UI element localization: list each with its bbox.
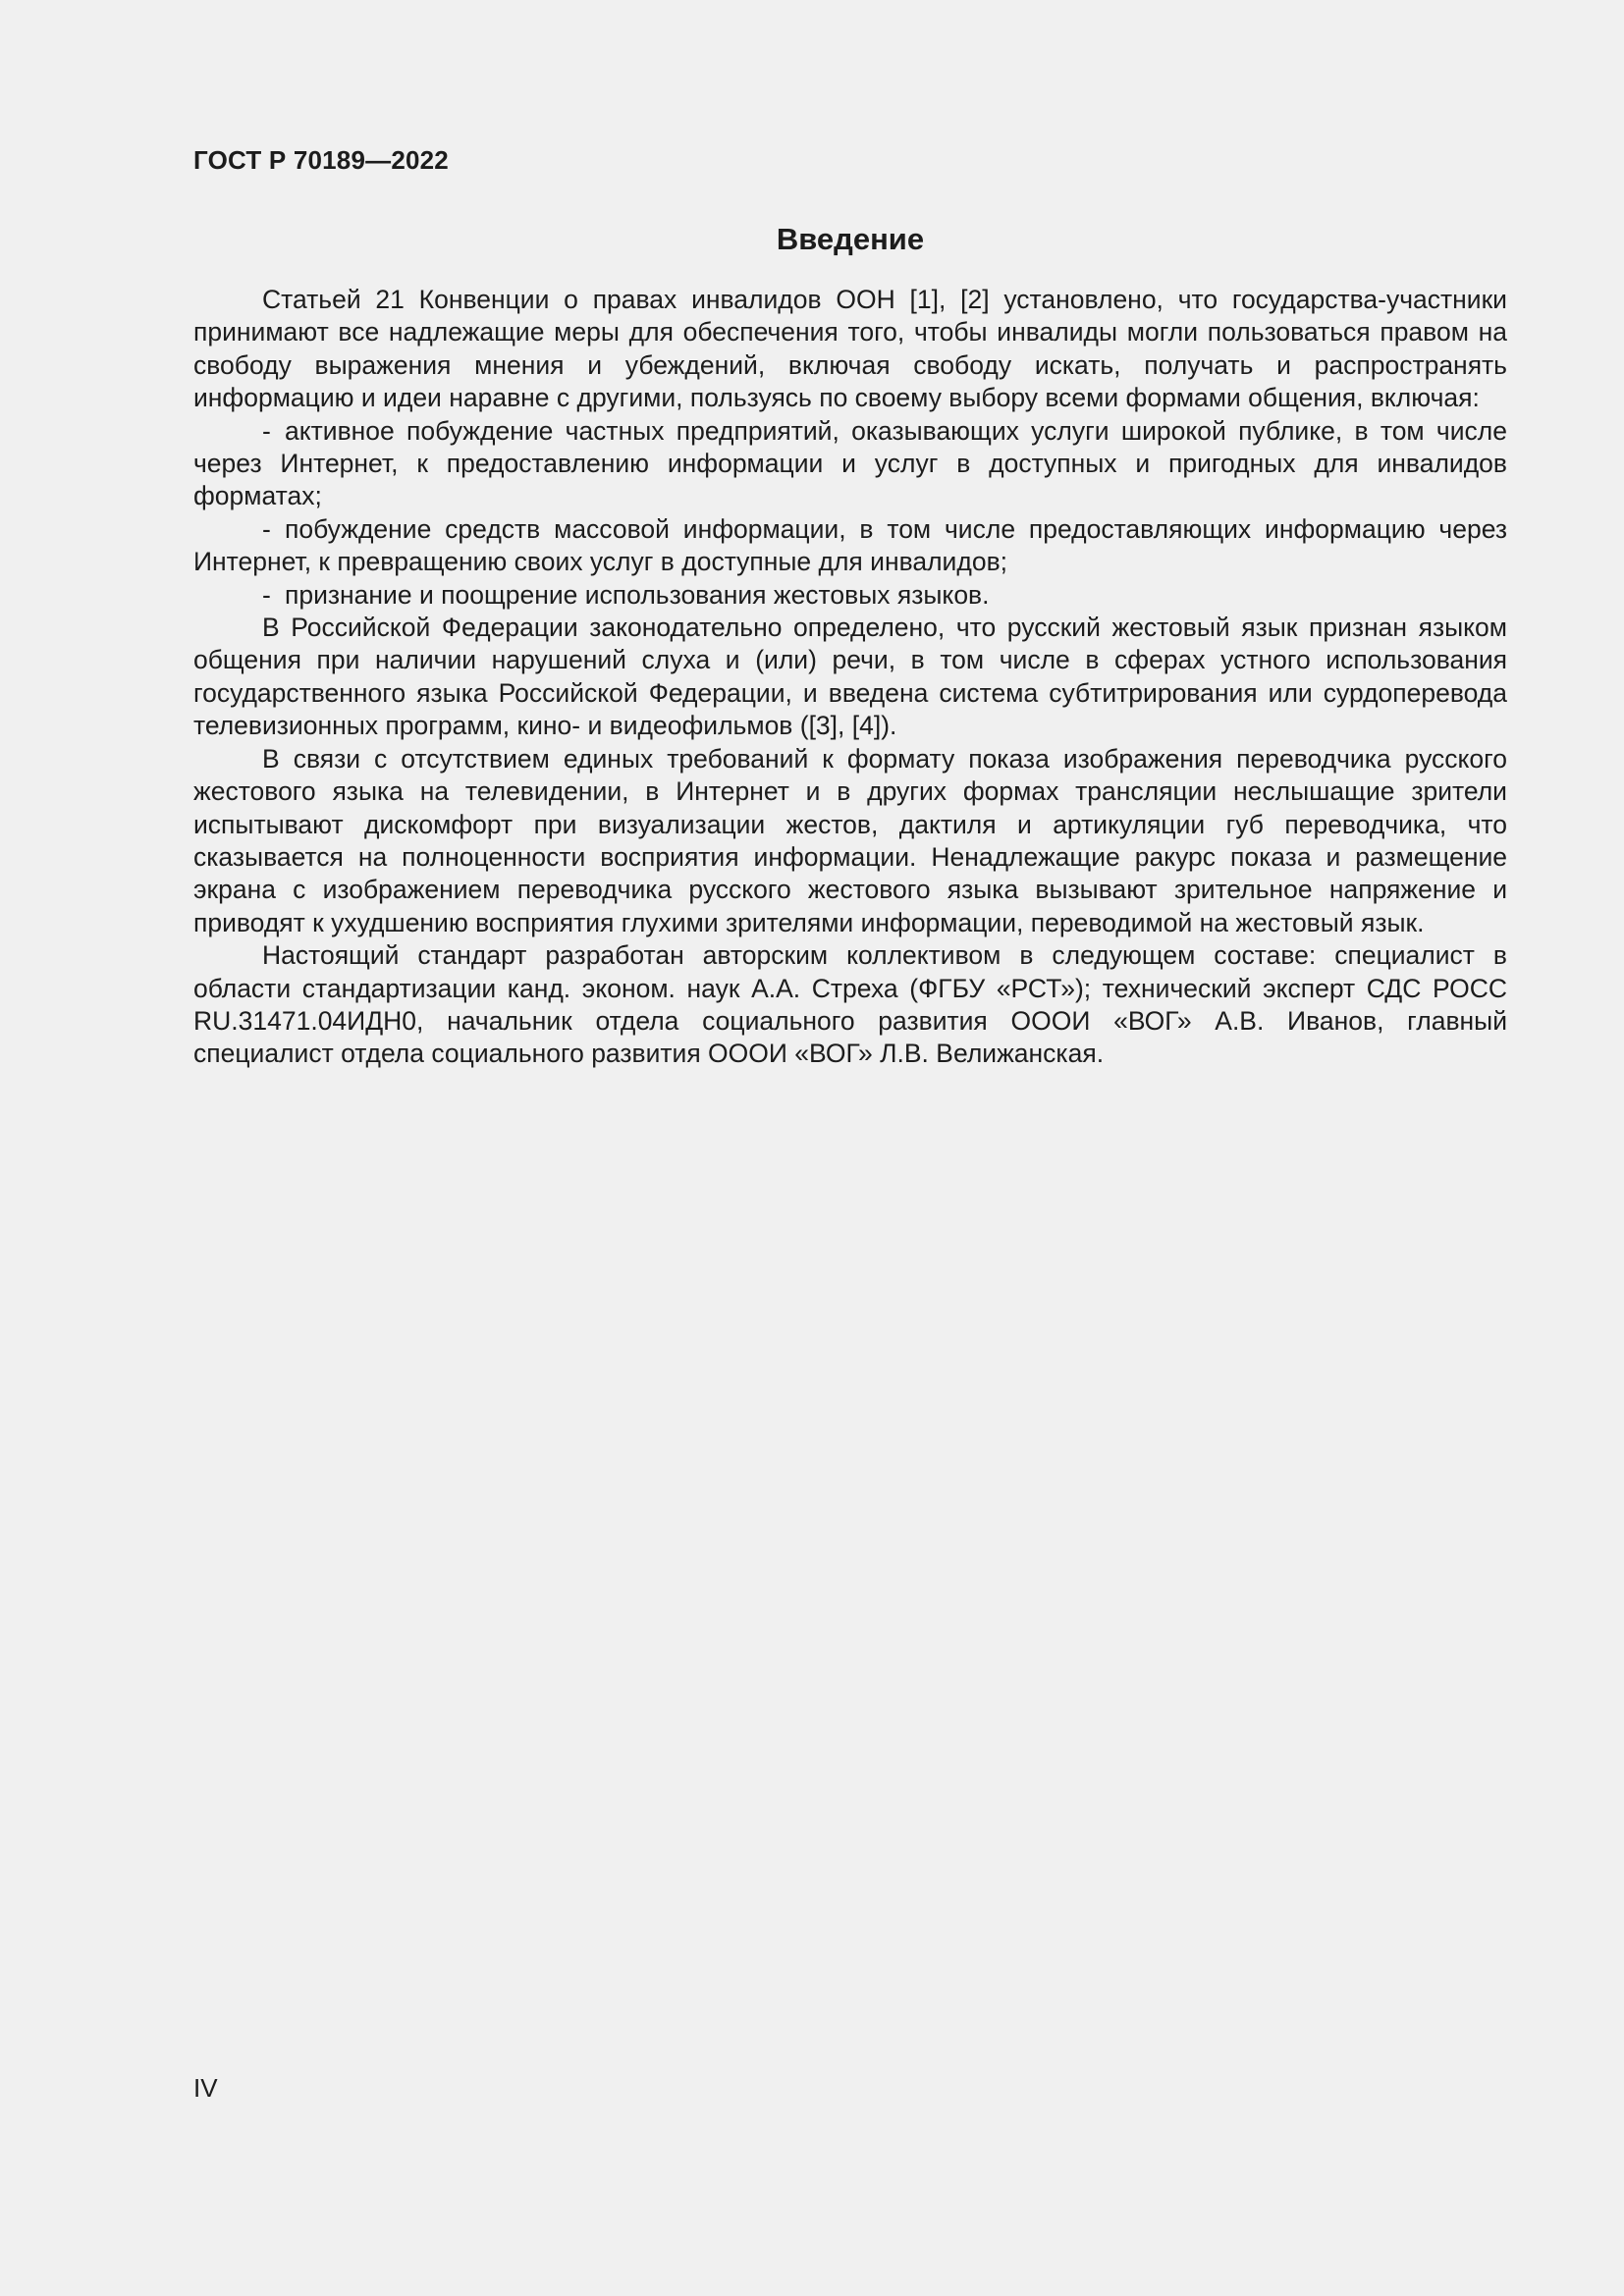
- document-header: ГОСТ Р 70189—2022: [193, 145, 449, 175]
- paragraph-intro: Статьей 21 Конвенции о правах инвалидов ООН [1], [2] установлено, что государства-участники принимают все надлежащие меры для обеспечения того, чтобы инвалиды могли пользоваться правом на свободу выражения мнения и убеждений, включая свободу искать, получать и распространять информацию и идеи наравне с другими, пользуясь по своему выбору всеми формами общения, включая:: [193, 285, 1507, 413]
- list-item-text: активное побуждение частных предприятий, оказывающих услуги широкой публике, в том числе через Интернет, к предоставлению информации и услуг в доступных и пригодных для инвалидов форматах;: [193, 415, 1507, 511]
- paragraph-requirements: В связи с отсутствием единых требований к формату показа изображения переводчика русского жестового языка на телевидении, в Интернет и в других формах трансляции неслышащие зрители испытывают дискомфорт при визуализации жестов, дактиля и артикуляции губ переводчика, что сказывается на полноценности восприятия информации. Ненадлежащие ракурс показа и размещение экрана с изображением переводчика русского жестового языка вызывают зрительное напряжение и приводят к ухудшению восприятия глухими зрителями информации, переводимой на жестовый язык.: [193, 743, 1507, 937]
- list-item: [193, 579, 1507, 612]
- paragraph-russian-federation: В Российской Федерации законодательно определено, что русский жестовый язык признан языком общения при наличии нарушений слуха и (или) речи, в том числе в сферах устного использования государственного языка Российской Федерации, и введена система субтитрирования или сурдоперевода телевизионных программ, кино- и видеофильмов ([3], [4]).: [193, 613, 1507, 741]
- list-item-text: признание и поощрение использования жестовых языков.: [285, 579, 990, 610]
- section-title: Введение: [776, 222, 925, 256]
- page-number: IV: [193, 2073, 218, 2103]
- list-item-text: побуждение средств массовой информации, в том числе предоставляющих информацию через Интернет, к превращению своих услуг в доступные для инвалидов;: [193, 513, 1507, 577]
- list-item: [193, 415, 1507, 513]
- list-item: [193, 513, 1507, 579]
- list-marker: -: [262, 579, 271, 610]
- list-marker: -: [262, 415, 271, 446]
- list-marker: -: [262, 513, 271, 544]
- paragraph-authors: Настоящий стандарт разработан авторским коллективом в следующем составе: специалист в области стандартизации канд. эконом. наук А.А. Стреха (ФГБУ «РСТ»); технический эксперт СДС РОСС RU.31471.04ИДН0, начальник отдела социального развития ОООИ «ВОГ» А.В. Иванов, главный специалист отдела социального развития ОООИ «ВОГ» Л.В. Велижанская.: [193, 940, 1507, 1069]
- document-body: [193, 284, 1507, 1071]
